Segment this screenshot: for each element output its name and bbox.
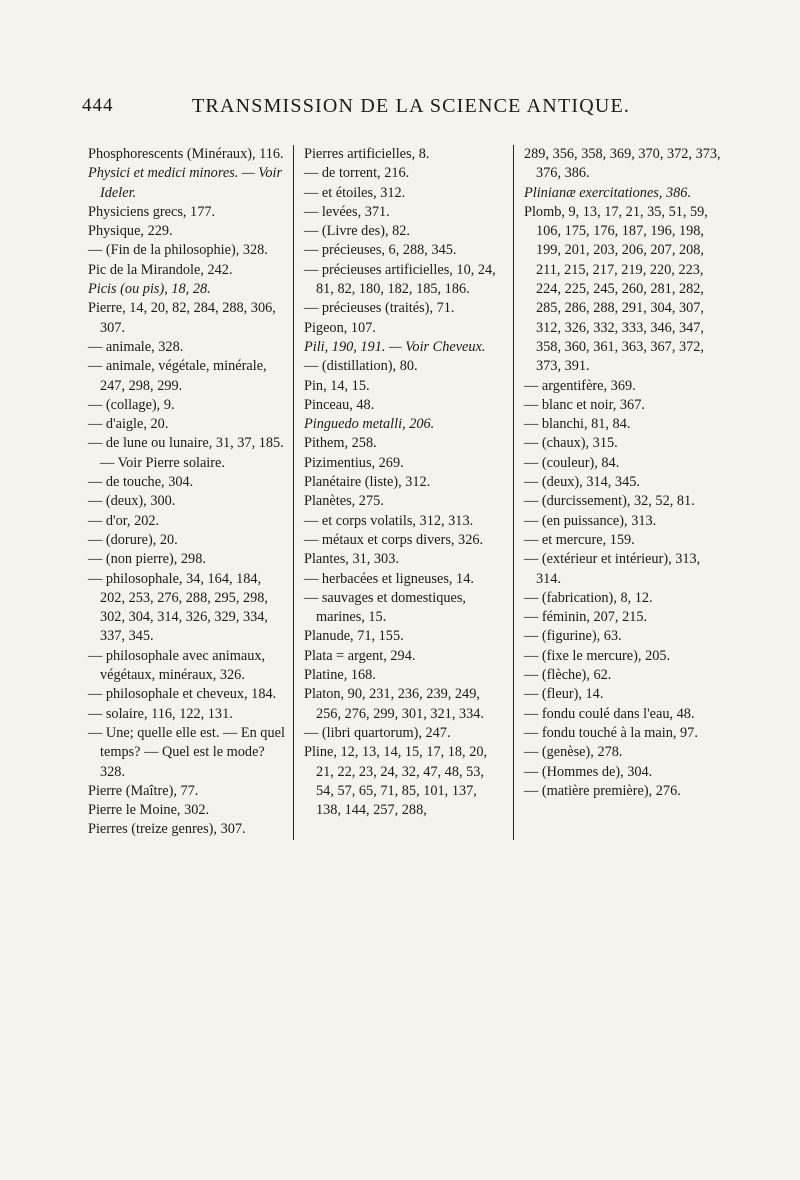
- index-entry: — (chaux), 315.: [524, 435, 618, 452]
- index-entry: — sauvages et domestiques, marines, 15.: [304, 589, 466, 626]
- index-entry: Pin, 14, 15.: [304, 377, 370, 394]
- index-entry: Pinguedo metalli, 206.: [304, 416, 435, 433]
- index-entry: — précieuses, 6, 288, 345.: [304, 242, 457, 259]
- index-entry: — levées, 371.: [304, 203, 390, 220]
- index-entry: — fondu touché à la main, 97.: [524, 724, 698, 741]
- index-entry: — et étoiles, 312.: [304, 184, 406, 201]
- index-entry: — et mercure, 159.: [524, 531, 635, 548]
- index-entry: Pierres artificielles, 8.: [304, 146, 430, 162]
- index-entry: Pinceau, 48.: [304, 396, 375, 413]
- index-entry: Pierre (Maître), 77.: [88, 782, 199, 799]
- index-entry: — animale, végétale, minérale, 247, 298, 299.: [88, 358, 267, 394]
- index-column-3: [513, 145, 728, 840]
- index-entry: — (collage), 9.: [88, 396, 175, 413]
- index-entry: Pierre, 14, 20, 82, 284, 288, 306, 307.: [88, 300, 276, 336]
- index-entry: — animale, 328.: [88, 338, 184, 355]
- index-entry: Physici et medici minores. — Voir Ideler.: [88, 165, 283, 201]
- index-entry: — (fixe le mercure), 205.: [524, 647, 671, 664]
- index-entry: — et corps volatils, 312, 313.: [304, 512, 474, 529]
- index-entry: — (Livre des), 82.: [304, 223, 411, 240]
- index-entry: Pizimentius, 269.: [304, 454, 404, 471]
- index-entry: — d'or, 202.: [88, 512, 160, 529]
- index-entry: Pili, 190, 191. — Voir Cheveux.: [304, 338, 486, 355]
- index-entry: — (en puissance), 313.: [524, 512, 657, 529]
- index-entry: — (deux), 314, 345.: [524, 474, 640, 491]
- index-entry: — (durcissement), 32, 52, 81.: [524, 493, 695, 510]
- index-entry: Phosphorescents (Minéraux), 116.: [88, 146, 284, 162]
- index-entry: Picis (ou pis), 18, 28.: [88, 281, 211, 298]
- index-entry: Pline, 12, 13, 14, 15, 17, 18, 20, 21, 22, 23, 24, 32, 47, 48, 53, 54, 57, 65, 71, 85, 101, 137, 138, 144, 257, 288,: [304, 744, 488, 819]
- index-entry: 289, 356, 358, 369, 370, 372, 373, 376, 386.: [524, 146, 721, 182]
- index-entry: — (deux), 300.: [88, 493, 176, 510]
- index-entry: — philosophale, 34, 164, 184, 202, 253, 276, 288, 295, 298, 302, 304, 314, 326, 329, 334, 337, 345.: [88, 570, 268, 645]
- page-header: [82, 95, 722, 119]
- index-entry: — métaux et corps divers, 326.: [304, 531, 484, 548]
- index-entry: Plomb, 9, 13, 17, 21, 35, 51, 59, 106, 175, 176, 187, 196, 198, 199, 201, 203, 206, 207, 208, 211, 215, 217, 219, 220, 223, 224, 225, 245, 260, 281, 282, 285, 286, 288, 291, 304, 307, 312, 326, 332, 333, 346, 347, 358, 360, 361, 363, 367, 372, 373, 391.: [524, 203, 708, 375]
- index-entry: — de touche, 304.: [88, 474, 194, 491]
- index-entry: Planétaire (liste), 312.: [304, 474, 431, 491]
- index-entry: Pierre le Moine, 302.: [88, 802, 210, 819]
- index-entry: — (libri quartorum), 247.: [304, 724, 451, 741]
- index-columns: [88, 145, 728, 840]
- index-entry: — (figurine), 63.: [524, 628, 622, 645]
- index-entry: — (Fin de la philosophie), 328.: [88, 242, 268, 259]
- index-entry: Pic de la Mirandole, 242.: [88, 261, 233, 278]
- index-entry: — de lune ou lunaire, 31, 37, 185. — Voir Pierre solaire.: [88, 435, 284, 471]
- index-entry: — précieuses artificielles, 10, 24, 81, 82, 180, 182, 185, 186.: [304, 261, 496, 298]
- index-entry: — philosophale avec animaux, végétaux, minéraux, 326.: [88, 647, 266, 684]
- index-entry: — (fleur), 14.: [524, 686, 604, 703]
- index-entry: Pigeon, 107.: [304, 319, 376, 336]
- index-entry: Plantes, 31, 303.: [304, 551, 399, 568]
- index-entry: — (non pierre), 298.: [88, 551, 206, 568]
- index-entry: — philosophale et cheveux, 184.: [88, 686, 277, 703]
- index-entry: — (Hommes de), 304.: [524, 763, 653, 780]
- index-entry: — herbacées et ligneuses, 14.: [304, 570, 474, 587]
- index-entry: Platine, 168.: [304, 667, 376, 684]
- index-entry: Physiciens grecs, 177.: [88, 203, 216, 220]
- index-entry: — solaire, 116, 122, 131.: [88, 705, 233, 722]
- index-entry: Platon, 90, 231, 236, 239, 249, 256, 276, 299, 301, 321, 334.: [304, 686, 484, 722]
- index-entry: — Une; quelle elle est. — En quel temps? — Quel est le mode? 328.: [88, 724, 285, 780]
- index-entry: — blanc et noir, 367.: [524, 396, 645, 413]
- index-entry: — (fabrication), 8, 12.: [524, 589, 653, 606]
- index-entry: — blanchi, 81, 84.: [524, 416, 631, 433]
- index-entry: — (distillation), 80.: [304, 358, 418, 375]
- index-entry: — précieuses (traités), 71.: [304, 300, 455, 317]
- index-entry: Physique, 229.: [88, 223, 173, 240]
- index-entry: — fondu coulé dans l'eau, 48.: [524, 705, 695, 722]
- page-number: 444: [82, 95, 114, 116]
- index-entry: — (couleur), 84.: [524, 454, 620, 471]
- index-entry: Plata = argent, 294.: [304, 647, 416, 664]
- index-entry: — féminin, 207, 215.: [524, 609, 648, 626]
- index-entry: Plinianæ exercitationes, 386.: [524, 184, 692, 201]
- index-entry: — (dorure), 20.: [88, 531, 178, 548]
- index-entry: — (extérieur et intérieur), 313, 314.: [524, 551, 701, 587]
- index-column-2: [293, 145, 513, 840]
- index-entry: — (genèse), 278.: [524, 744, 623, 761]
- index-entry: Planude, 71, 155.: [304, 628, 404, 645]
- index-entry: — (matière première), 276.: [524, 782, 681, 799]
- index-entry: Pierres (treize genres), 307.: [88, 821, 246, 838]
- index-entry: — d'aigle, 20.: [88, 416, 169, 433]
- index-entry: — de torrent, 216.: [304, 165, 410, 182]
- index-column-1: [88, 145, 293, 840]
- running-title: TRANSMISSION DE LA SCIENCE ANTIQUE.: [192, 95, 631, 117]
- index-entry: Planètes, 275.: [304, 493, 384, 510]
- index-entry: — argentifère, 369.: [524, 377, 636, 394]
- index-entry: — (flèche), 62.: [524, 667, 612, 684]
- index-entry: Pithem, 258.: [304, 435, 377, 452]
